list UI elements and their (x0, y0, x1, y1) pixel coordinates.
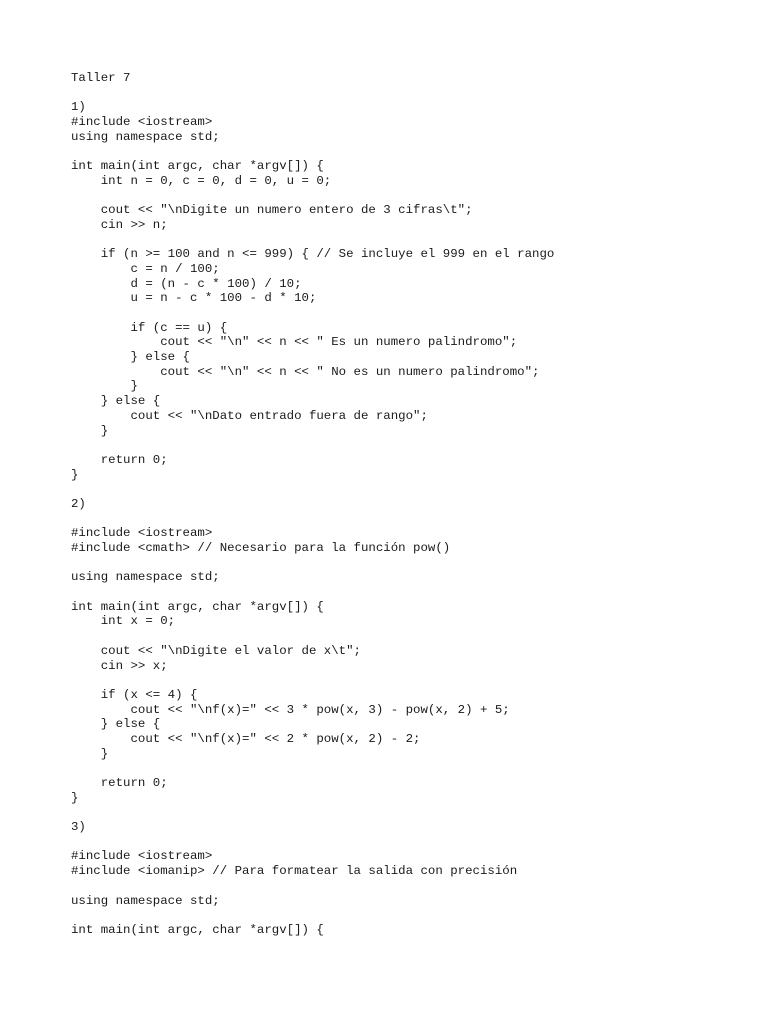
code-line: if (n >= 100 and n <= 999) { // Se incluye el 999 en el rango (71, 247, 555, 262)
code-line: } (71, 746, 109, 761)
blank-line (71, 908, 554, 923)
code-line: #include <cmath> // Necesario para la función pow() (71, 541, 451, 555)
code-line: return 0; (71, 776, 168, 790)
code-line: cout << "\nf(x)=" << 3 * pow(x, 3) - pow(x, 2) + 5; (71, 702, 510, 717)
code-line: d = (n - c * 100) / 10; (71, 276, 302, 291)
code-line: c = n / 100; (71, 261, 220, 276)
blank-line (71, 144, 554, 159)
blank-line (71, 805, 554, 820)
code-line: 1) (71, 100, 86, 115)
code-line: 3) (71, 820, 86, 835)
blank-line (71, 438, 554, 453)
blank-line (71, 879, 554, 894)
code-line: cout << "\nDigite un numero entero de 3 cifras\t"; (71, 203, 473, 218)
code-line: cin >> x; (71, 658, 168, 673)
blank-line (71, 761, 554, 776)
blank-line (71, 585, 554, 600)
code-listing (71, 71, 554, 938)
code-line: u = n - c * 100 - d * 10; (71, 291, 317, 306)
blank-line (71, 835, 554, 850)
code-line: } else { (71, 394, 161, 409)
blank-line (71, 673, 554, 688)
code-line: int main(int argc, char *argv[]) { (71, 599, 324, 614)
code-line: 2) (71, 496, 86, 511)
blank-line (71, 86, 554, 101)
code-line: Taller 7 (71, 71, 131, 85)
code-line: using namespace std; (71, 129, 220, 144)
blank-line (71, 629, 554, 644)
code-line: #include <iostream> (71, 849, 213, 864)
code-line: int x = 0; (71, 614, 176, 629)
blank-line (71, 512, 554, 527)
code-line: if (x <= 4) { (71, 687, 198, 702)
code-line: int main(int argc, char *argv[]) { (71, 922, 324, 937)
code-line: cout << "\nDato entrado fuera de rango"; (71, 408, 428, 423)
blank-line (71, 233, 554, 248)
code-line: } else { (71, 350, 190, 365)
code-line: if (c == u) { (71, 320, 228, 335)
code-line: cout << "\nDigite el valor de x\t"; (71, 643, 361, 658)
code-line: using namespace std; (71, 893, 220, 908)
code-line: cout << "\n" << n << " Es un numero palindromo"; (71, 335, 518, 350)
blank-line (71, 306, 554, 321)
code-line: #include <iomanip> // Para formatear la salida con precisión (71, 864, 518, 879)
blank-line (71, 482, 554, 497)
code-line: #include <iostream> (71, 526, 213, 541)
code-line: cin >> n; (71, 217, 168, 232)
code-line: } else { (71, 717, 161, 732)
code-line: cout << "\n" << n << " No es un numero palindromo"; (71, 364, 540, 379)
code-line: return 0; (71, 452, 168, 467)
code-line: int main(int argc, char *argv[]) { (71, 159, 324, 174)
blank-line (71, 556, 554, 571)
code-line: } (71, 423, 109, 438)
code-line: using namespace std; (71, 570, 220, 585)
code-line: cout << "\nf(x)=" << 2 * pow(x, 2) - 2; (71, 731, 421, 746)
code-line: #include <iostream> (71, 115, 213, 130)
code-line: } (71, 467, 79, 482)
code-line: int n = 0, c = 0, d = 0, u = 0; (71, 173, 332, 188)
blank-line (71, 189, 554, 204)
code-line: } (71, 379, 138, 394)
code-line: } (71, 790, 79, 805)
